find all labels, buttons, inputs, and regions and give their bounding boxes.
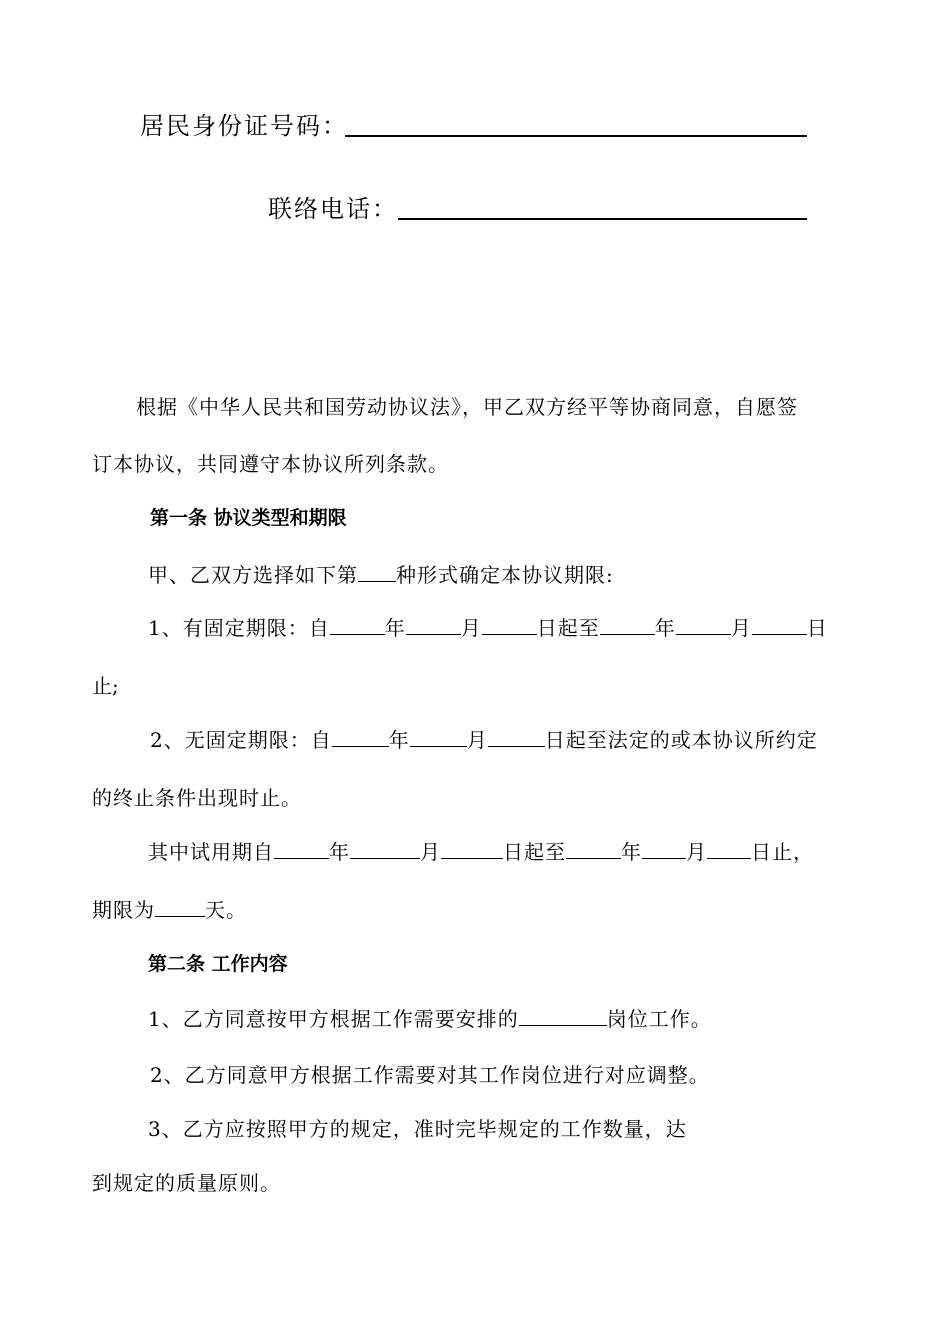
- open-start-month-blank[interactable]: [410, 726, 467, 747]
- month-text: 月: [460, 616, 482, 640]
- day-text: 日: [806, 616, 828, 640]
- choose-post-text: 种形式确定本协议期限:: [396, 563, 614, 587]
- article2-item-3-line-1: 3、乙方应按照甲方的规定，准时完毕规定的工作数量，达: [148, 1117, 687, 1141]
- fixed-end-month-blank[interactable]: [676, 614, 731, 635]
- open-term-line: [150, 726, 818, 754]
- phone-field[interactable]: [398, 218, 807, 220]
- article2-heading: 第二条 工作内容: [148, 953, 288, 975]
- trial-start-year-blank[interactable]: [274, 838, 329, 859]
- intro-line-2: 订本协议，共同遵守本协议所列条款。: [92, 452, 449, 476]
- choose-pre-text: 甲、乙双方选择如下第: [148, 563, 358, 587]
- open-start-year-blank[interactable]: [332, 726, 389, 747]
- trial-end-year-blank[interactable]: [566, 838, 621, 859]
- fixed-start-day-blank[interactable]: [482, 614, 537, 635]
- fixed-pre-text: 1、有固定期限：自: [148, 616, 330, 640]
- article1-heading: 第一条 协议类型和期限: [150, 507, 347, 529]
- trial-days-pre-text: 期限为: [92, 898, 155, 922]
- day-from-text: 日起至: [536, 616, 600, 640]
- trial-pre-text: 其中试用期自: [148, 840, 274, 864]
- year-text: 年: [388, 728, 410, 752]
- trial-end-day-blank[interactable]: [707, 838, 751, 859]
- open-term-end: 的终止条件出现时止。: [92, 786, 302, 810]
- id-number-label: 居民身份证号码：: [140, 112, 348, 140]
- year-text: 年: [654, 616, 676, 640]
- month-text: 月: [730, 616, 752, 640]
- trial-end-text: 日止，: [751, 840, 814, 864]
- month-text: 月: [466, 728, 488, 752]
- month-text: 月: [420, 840, 441, 864]
- trial-start-day-blank[interactable]: [441, 838, 503, 859]
- fixed-end-year-blank[interactable]: [600, 614, 655, 635]
- position-blank[interactable]: [519, 1005, 607, 1026]
- year-text: 年: [329, 840, 350, 864]
- fixed-start-year-blank[interactable]: [330, 614, 385, 635]
- article2-item-2: 2、乙方同意甲方根据工作需要对其工作岗位进行对应调整。: [150, 1063, 710, 1087]
- month-text: 月: [686, 840, 707, 864]
- trial-days-blank[interactable]: [155, 896, 205, 917]
- item1-post-text: 岗位工作。: [606, 1007, 712, 1031]
- article2-item-1: [148, 1005, 712, 1033]
- phone-label: 联络电话：: [268, 195, 398, 223]
- open-start-day-blank[interactable]: [488, 726, 545, 747]
- intro-line-1: 根据《中华人民共和国劳动协议法》，甲乙双方经平等协商同意，自愿签: [136, 395, 798, 419]
- year-text: 年: [384, 616, 406, 640]
- open-post-text: 日起至法定的或本协议所约定: [544, 728, 818, 752]
- item1-pre-text: 1、乙方同意按甲方根据工作需要安排的: [148, 1007, 519, 1031]
- day-from-text: 日起至: [503, 840, 566, 864]
- year-text: 年: [621, 840, 642, 864]
- fixed-term-end: 止;: [92, 674, 119, 698]
- trial-start-month-blank[interactable]: [350, 838, 420, 859]
- fixed-term-line: [148, 614, 828, 642]
- id-number-field[interactable]: [345, 135, 807, 137]
- trial-period-line: [148, 838, 814, 866]
- fixed-end-day-blank[interactable]: [752, 614, 807, 635]
- fixed-start-month-blank[interactable]: [406, 614, 461, 635]
- open-pre-text: 2、无固定期限：自: [150, 728, 332, 752]
- article2-item-3-line-2: 到规定的质量原则。: [92, 1171, 281, 1195]
- trial-days-post-text: 天。: [205, 898, 247, 922]
- form-number-blank[interactable]: [358, 561, 396, 582]
- article1-choose-line: [148, 561, 614, 589]
- trial-days-line: [92, 896, 247, 924]
- trial-end-month-blank[interactable]: [642, 838, 686, 859]
